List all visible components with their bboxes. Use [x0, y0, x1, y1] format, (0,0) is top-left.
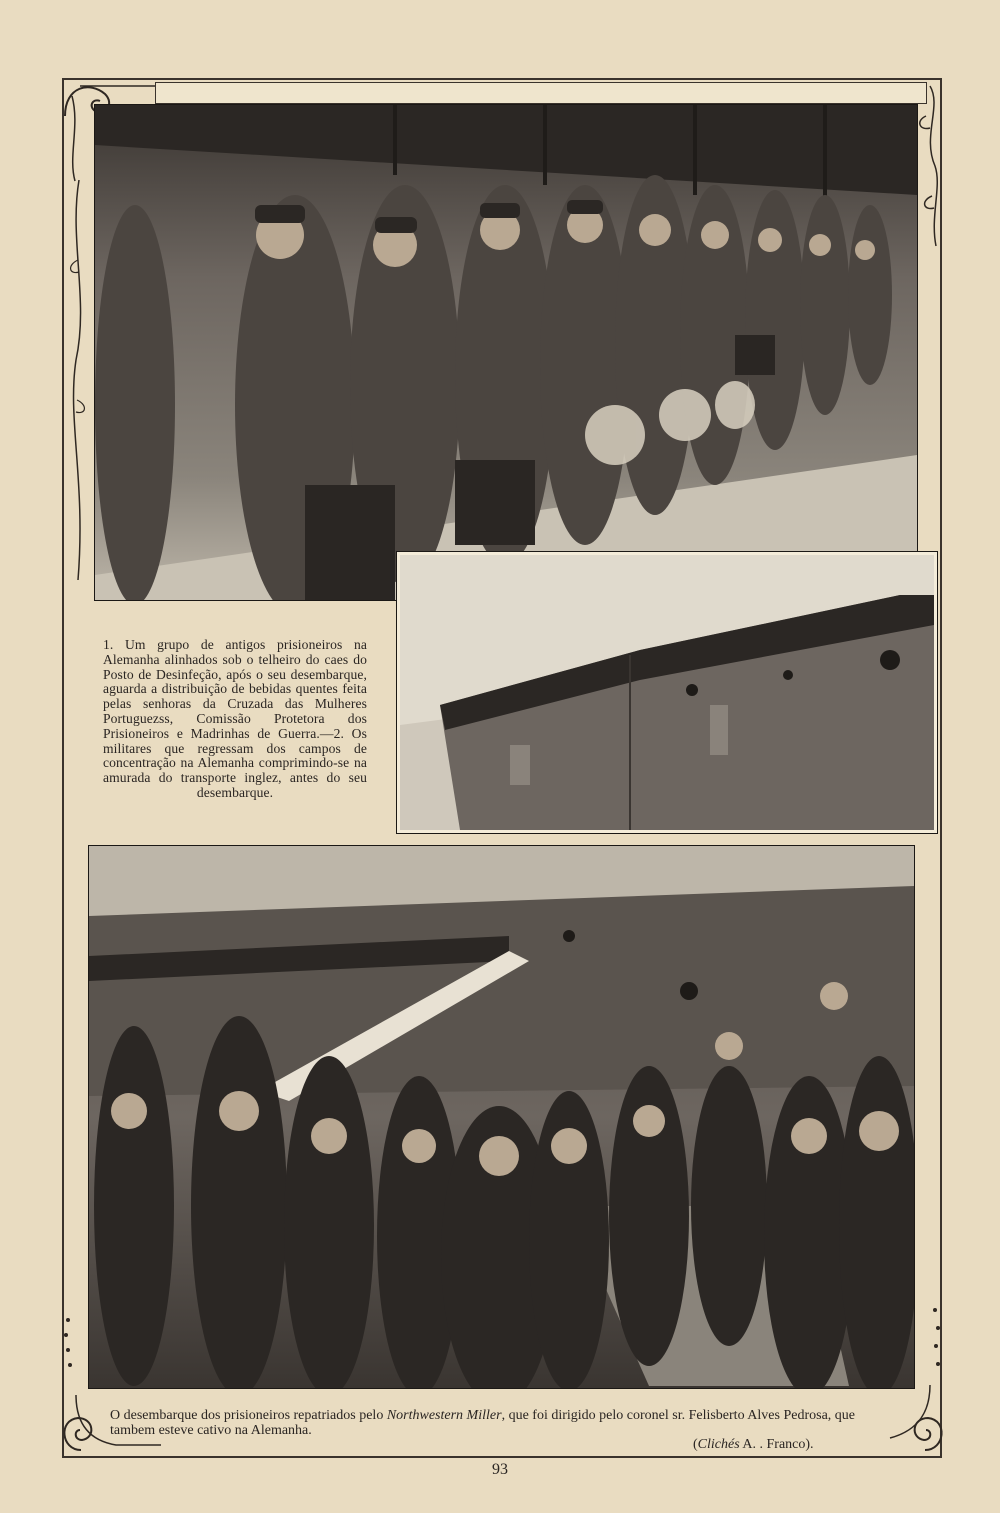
caption-photo-3 — [110, 1408, 900, 1438]
photo-ship-rail — [397, 552, 937, 833]
credit-name: A. . Franco). — [739, 1437, 814, 1452]
header-band — [155, 82, 927, 104]
photo-soldiers-lineup — [94, 104, 918, 601]
ship-name: Northwestern Miller — [386, 1408, 502, 1423]
photo-disembarkation — [88, 845, 915, 1389]
caption-photos-1-2: 1. Um grupo de antigos prisioneiros na Alemanha alinhados sob o telheiro do caes do Posto de Desinfeção, após o seu desembarque, aguarda a distribuição de bebidas quentes feita pelas senhoras da Cruzada das Mulheres Portuguezss, Comissão Protetora dos Prisioneiros e Madrinhas de Guerra.—2. Os militares que regressam dos campos de concentração na Alemanha comprimindo-se na amurada do transporte inglez, antes do seu desembarque. — [103, 637, 367, 800]
caption-3-text-end: , que foi dirigido pelo coronel sr. Felisberto Alves Pedrosa, que tambem esteve cativo na Alemanha. — [110, 1408, 856, 1438]
left-vine-ornament — [64, 180, 94, 580]
caption-3-text-start: O desembarque dos prisioneiros repatriados pelo — [110, 1408, 387, 1423]
page-number: 93 — [492, 1461, 508, 1478]
credit-open-paren: ( — [693, 1437, 698, 1452]
credit-label: Clichés — [697, 1437, 740, 1452]
photo-credit — [693, 1437, 814, 1453]
